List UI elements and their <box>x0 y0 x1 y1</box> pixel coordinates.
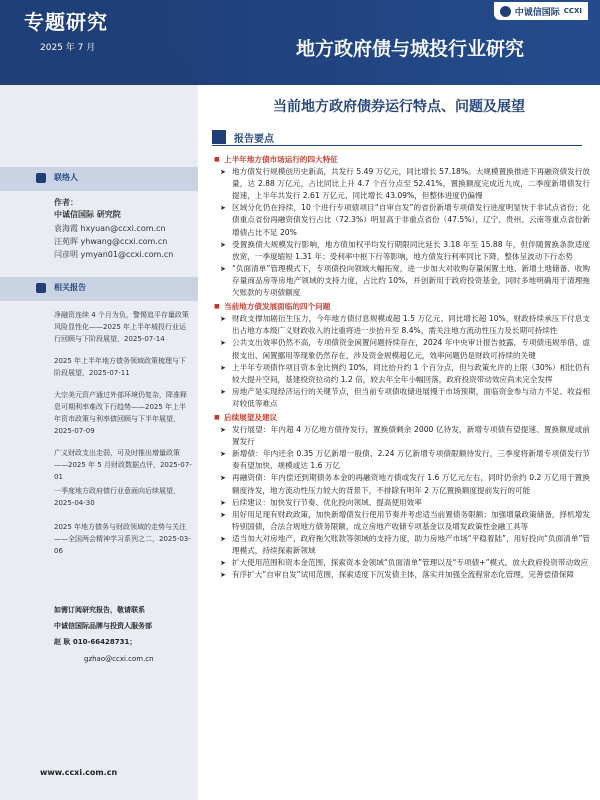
related-report-6[interactable]: 2025 年地方债务与财政领域的走势与关注——全国两会精神学习系列之二，2025-03-06 <box>54 523 191 555</box>
logo-text: 中诚信国际 <box>514 7 560 18</box>
bullet-3-7: ➤ 扩大使用范围和资本金范围，探索资本金领域“负面清单”管理以及“专项债+”模式，放大政府投资带动效应 <box>214 557 590 569</box>
related-icon <box>36 283 46 293</box>
report-date: 2025 年 7 月 <box>40 43 96 53</box>
author-heading: 作者： <box>54 198 78 207</box>
related-report-1[interactable]: 净融资连续 4 个月为负，警惕追平存量政策风险显性化——2025 年上半年城投行业运行回顾与下阶段展望，2025-07-14 <box>54 311 189 343</box>
logo-subtext: CCXI <box>563 7 582 15</box>
bullet-3-8: ➤ 有序扩大“自审自发”试用范围，探索适度下沉发债主体，落实并加强全流程常态化管理，完善偿债保障 <box>214 569 590 581</box>
bullet-1-1: ➤ 地方债发行规模创历史新高，共发行 5.49 万亿元，同比增长 57.18%。大规模置换推进下再融资债发行放量，达 2.88 万亿元，占比同比上升 4.7 个百分点至 52.41%，置换额度完成近九成，二季度新增债发行提速，上半年共发行 2.61 万亿元、同比增长 43.09%，但整体进度仍偏慢 <box>214 166 590 202</box>
left-sidebar <box>0 85 198 800</box>
report-title: 当前地方政府债券运行特点、问题及展望 <box>273 99 525 115</box>
author-3: 闫彦明 ymyan01@ccxi.com.cn <box>54 250 174 259</box>
report-series-title: 地方政府债与城投行业研究 <box>296 38 525 60</box>
summary-header <box>212 128 582 146</box>
contact-label: 联络人 <box>54 173 78 182</box>
section-heading-2: ■ 当前地方债发展面临的四个问题 <box>214 301 590 313</box>
contact-icon <box>36 173 46 183</box>
related-report-5[interactable]: 一季度地方政府债行业意面向后续展望，2025-04-30 <box>54 487 180 507</box>
section-heading-3: ■ 后续展望及建议 <box>214 412 590 424</box>
bullet-1-3: ➤ 受置换债大规模发行影响，地方债加权平均发行期限同比延长 3.18 年至 15.88 年，但伴随置换条款适度放宽，一季度缩短 1.31 年；受利率中枢下行等影响，地方债发行利率同比下降，整体呈波动下行态势 <box>214 239 590 263</box>
subscribe-note: 如需订阅研究报告，敬请联系 <box>54 606 145 614</box>
author-org: 中诚信国际 研究院 <box>54 210 121 219</box>
logo-icon <box>500 6 511 17</box>
brand-logo <box>494 2 588 20</box>
bullet-1-4: ➤ “负面清单”管理模式下，专项债投向领域大幅拓宽，进一步加大对收购存量闲置土地、新增土地储备、收购存量商品房等房地产领域的支持力度，占比约 10%，并创新用于政府投资基金，同时多地明确用于清理拖欠账款的专项债额度 <box>214 263 590 299</box>
service-dept: 中诚信国际品牌与投资人服务部 <box>54 622 152 630</box>
website-url[interactable]: www.ccxi.com.cn <box>40 768 118 777</box>
contact-phone: 赵 耿 010-66428731； <box>54 638 137 646</box>
related-report-2[interactable]: 2025 年上半年地方债务领域政策梳理与下阶段展望，2025-07-11 <box>54 357 187 377</box>
bullet-3-6: ➤ 适当加大对房地产、政府拖欠账款等领域的支持力度，助力房地产市场“平稳着陆”，用好投向“负面清单”管理模式，持续探索新领域 <box>214 533 590 557</box>
bullet-3-3: ➤ 再融资债：年内偿还到期债务本金的再融资地方债或发行 1.6 万亿元左右，同时仍余约 0.2 万亿用于置换额度待发，地方流动性压力较大的背景下，不排除有明年 2 万亿置换额度提前发行的可能 <box>214 472 590 496</box>
related-report-3[interactable]: 大宗美元资产通过外部环境仍复杂，降准释息可期利率难改下行趋势——2025 年上半年资市政策与利率债回顾与下半年展望，2025-07-09 <box>54 391 187 435</box>
related-report-4[interactable]: 广义财政支出走弱，可及时推出增量政策——2025 年 5 月财政数据点评，2025-07-01 <box>54 449 192 481</box>
bullet-2-4: ➤ 房地产是实现经济运行的关键节点，但当前专项债收储进展慢于市场预期，面临资金参与动力不足、收益相对较低等难点 <box>214 386 590 410</box>
related-label: 相关报告 <box>54 283 86 292</box>
report-header <box>0 0 600 85</box>
summary-divider <box>212 145 582 146</box>
author-2: 汪苑晖 yhwang@ccxi.com.cn <box>54 237 168 246</box>
bullet-3-2: ➤ 新增债：年内还余 0.35 万亿新增一般债、2.24 万亿新增专项债限额待发行，三季度将新增专项债发行节奏有望加快、规模或达 1.6 万亿 <box>214 448 590 472</box>
summary-icon <box>212 130 226 144</box>
bullet-2-3: ➤ 上半年专项债作项目资本金比例约 10%，同比抬升约 1 个百分点，但与政策允许的上限（30%）相比仍有较大提升空间，基建投资拉动约 1.2 倍，较去年全年小幅回落，政府投资带动效应尚未完全发挥 <box>214 362 590 386</box>
bullet-3-5: ➤ 用好用足现有财政政策，加快新增债发行使用节奏并考虑适当前置债务限额；加强增量政策储备，择机增发特别国债，合法合规地方债务限额，成立房地产收储专项基金以及增发政策性金融工具等 <box>214 509 590 533</box>
summary-label: 报告要点 <box>234 134 274 145</box>
report-category: 专题研究 <box>24 10 108 34</box>
author-1: 袁海霞 hxyuan@ccxi.com.cn <box>54 224 166 233</box>
contact-section-bar <box>0 167 198 191</box>
bullet-2-2: ➤ 公共支出效率仍然不高，专项债资金闲置问题持续存在，2024 年中央审计报告披露，专项债违规举借、虚报支出、闲置挪用等现象仍然存在，涉及资金规模超亿元，效率问题仍是财政可持续的关键 <box>214 337 590 361</box>
section-heading-1: ■ 上半年地方债市场运行的四大特征 <box>214 154 590 166</box>
bullet-3-4: ➤ 后续建议：加快发行节奏、优化投向领域、提高使用效率 <box>214 497 590 509</box>
contact-email[interactable]: gzhao@ccxi.com.cn <box>84 655 154 663</box>
bullet-3-1: ➤ 发行展望：年内超 4 万亿地方债待发行，置换债剩余 2000 亿待发，新增专项债有望提速、置换额度或前置发行 <box>214 424 590 448</box>
bullet-1-2: ➤ 区域分化仍在持续，10 个进行专项债项目“自审自发”的省份新增专项债发行进度明显快于非试点省份；化债重点省份再融资债发行占比（72.3%）明显高于非重点省份（47.5%），辽宁、贵州、云南等重点省份新增债占比不足 20% <box>214 202 590 238</box>
summary-body <box>214 152 590 581</box>
bullet-2-1: ➤ 财政支撑加剧衍生压力，今年地方债付息规模或超 1.5 万亿元、同比增长超 10%，财政持续承压下付息支出占地方本级广义财政收入的比重将进一步抬升至 8.4%，需关注地方流动性压力及长期可持续性 <box>214 313 590 337</box>
related-section-bar <box>0 277 198 301</box>
